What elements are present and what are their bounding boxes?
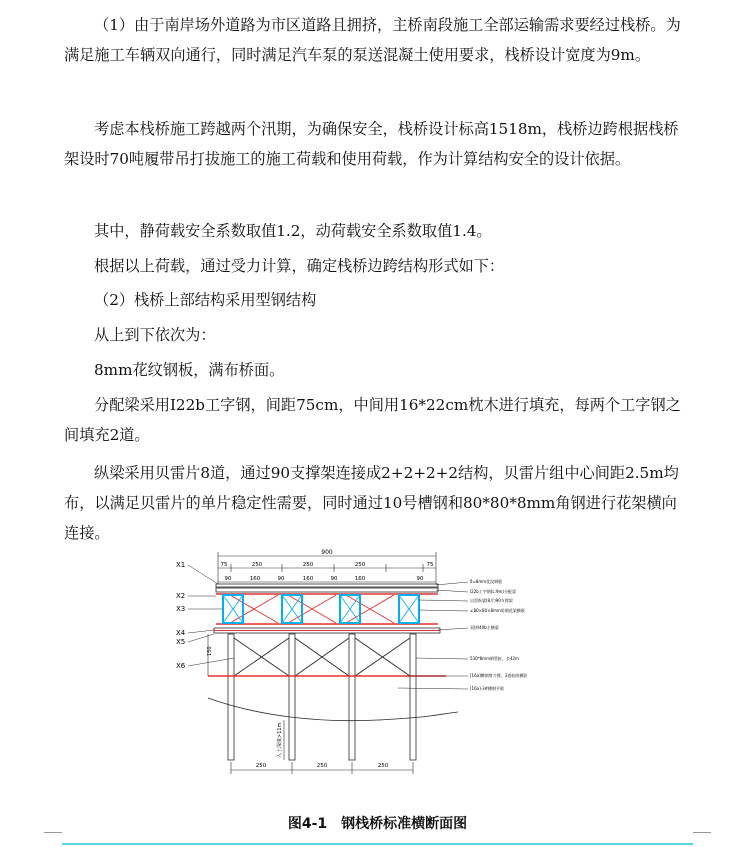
pile-4 [410, 634, 416, 760]
label-x6: X6 [176, 662, 186, 670]
bridge-cross-section-figure [168, 548, 568, 810]
height-dim-label: 150 [207, 646, 213, 656]
callout-main-beam: 双拼I40b主横梁 [470, 625, 499, 630]
top-seg-1: 75 [220, 562, 228, 568]
top-seg-5: 75 [426, 562, 434, 568]
riverbed-line [208, 698, 458, 721]
callout-tie-channel: [16a]-3#槽钢平联 [470, 686, 505, 691]
scissor-bracing [234, 638, 410, 676]
callout-deck-plate: δ=8mm花纹钢板 [470, 579, 503, 584]
callout-distribution-beam: I22b工字钢(L:9m)分配梁 [470, 589, 516, 594]
deck-plate [216, 584, 438, 587]
label-x1: X1 [176, 561, 186, 569]
top-seg-4: 250 [354, 562, 366, 568]
mid-seg-4: 160 [302, 576, 314, 582]
mid-seg-1: 90 [224, 576, 232, 582]
callout-scissor-brace: [16a]槽钢剪刀撑，3道桩间横联 [470, 673, 528, 678]
paragraph-2: 考虑本栈桥施工跨越两个汛期，为确保安全，栈桥设计标高1518m，栈桥边跨根据栈桥架设时70吨履带吊打拔施工的施工荷载和使用荷载，作为计算结构安全的设计依据。 [64, 120, 679, 168]
paragraph-1: （1）由于南岸场外道路为市区道路且拥挤，主桥南段施工全部运输需求要经过栈桥。为满足施工车辆双向通行，同时满足汽车泵的泵送混凝土使用要求，栈桥设计宽度为9m。 [64, 16, 681, 64]
callout-steel-pile: 530*8mm钢管桩，长42m [470, 656, 519, 661]
mid-seg-7: 90 [416, 576, 424, 582]
bailey-truss-group [216, 594, 438, 624]
label-x5: X5 [176, 638, 186, 646]
page-corner-mark-right [693, 832, 711, 833]
mid-seg-6: 160 [354, 576, 366, 582]
mid-seg-5: 90 [330, 576, 338, 582]
label-x4: X4 [176, 629, 186, 637]
paragraph-7: 8mm花纹钢板，满布桥面。 [94, 361, 285, 379]
pile-depth-label: 入土深度>11m [277, 722, 283, 758]
bottom-dim-3: 250 [377, 763, 389, 769]
height-dimension [208, 634, 284, 760]
label-x3: X3 [176, 605, 186, 613]
callout-bailey: 贝雷纵梁(8片)90支撑架 [470, 598, 513, 603]
paragraph-9: 纵梁采用贝雷片8道，通过90支撑架连接成2+2+2+2结构，贝雷片组中心间距2.5m均布，以满足贝雷片的单片稳定性需要，同时通过10号槽钢和80*80*8mm角钢进行花架横向连接。 [64, 464, 679, 542]
pile-1 [228, 634, 234, 760]
figure-caption: 图4-1 钢栈桥标准横断面图 [287, 816, 468, 832]
paragraph-4: 根据以上荷载，通过受力计算，确定栈桥边跨结构形式如下： [94, 257, 505, 275]
mid-seg-3: 90 [277, 576, 285, 582]
paragraph-5: （2）栈桥上部结构采用型钢结构 [94, 291, 317, 309]
top-seg-3: 250 [302, 562, 314, 568]
right-leaders [398, 582, 468, 689]
label-x2: X2 [176, 592, 186, 600]
page-corner-mark-left [44, 832, 62, 833]
distribution-beam [216, 588, 438, 592]
paragraph-8: 分配梁采用I22b工字钢，间距75cm，中间用16*22cm枕木进行填充，每两个工字钢之间填充2道。 [64, 396, 681, 444]
paragraph-6: 从上到下依次为： [94, 326, 216, 344]
bottom-dim-1: 250 [255, 763, 267, 769]
pile-2 [289, 634, 295, 760]
bottom-dim-2: 250 [316, 763, 328, 769]
callout-angle-steel: ∠80×80×8mm角钢花架横联 [470, 608, 525, 613]
page-bottom-rule [62, 843, 693, 845]
top-seg-2: 250 [251, 562, 263, 568]
mid-seg-2: 160 [249, 576, 261, 582]
pile-3 [349, 634, 355, 760]
paragraph-3: 其中，静荷载安全系数取值1.2，动荷载安全系数取值1.4。 [94, 222, 492, 240]
top-dim-label: 900 [321, 549, 333, 556]
